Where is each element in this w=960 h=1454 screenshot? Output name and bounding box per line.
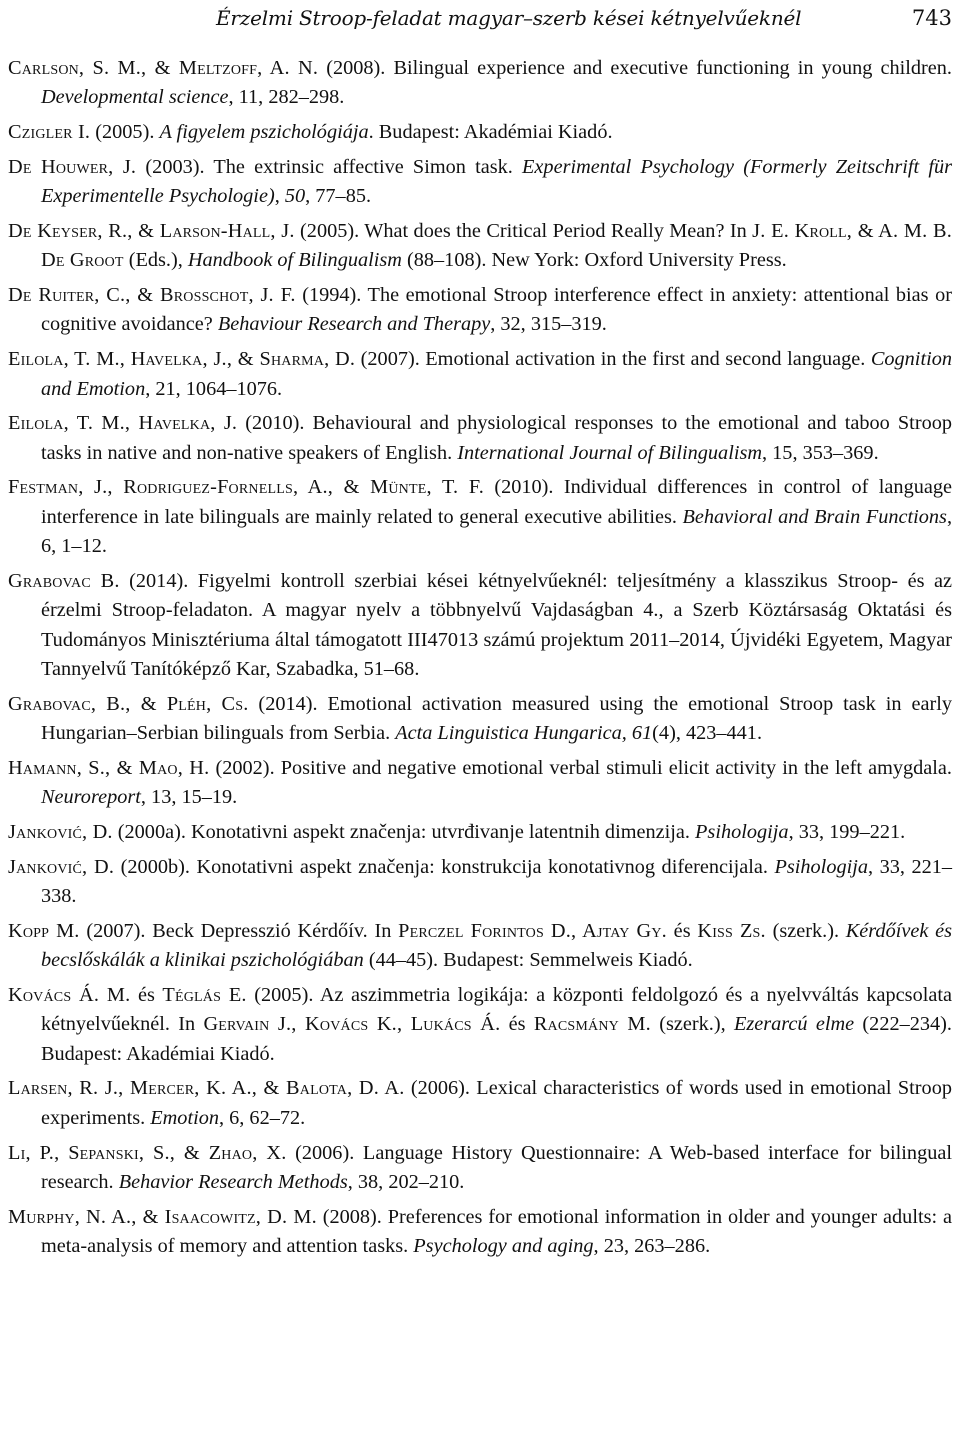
ref-text: , 21, 1064–1076.: [145, 377, 283, 400]
ref-editors: Perczel Forintos D., Ajtay Gy.: [398, 919, 667, 942]
reference-entry: [8, 690, 952, 749]
ref-authors: Janković, D.: [8, 821, 113, 844]
reference-entry: [8, 1074, 952, 1133]
ref-text: és: [500, 1013, 534, 1036]
ref-source: Psihologija: [695, 821, 789, 844]
reference-entry: [8, 473, 952, 561]
ref-text: (2008). Preferences for emotional information in older and younger adults: a meta-analysis of memory and attention tasks.: [41, 1205, 952, 1258]
reference-entry: [8, 1139, 952, 1198]
ref-text: és: [130, 983, 163, 1006]
ref-source: Developmental science: [41, 86, 229, 109]
ref-text: (2003). The extrinsic affective Simon task.: [136, 155, 523, 178]
ref-text: (2010). Behavioural and physiological responses to the emotional and taboo Stroop tasks in native and non-native speakers of English.: [41, 412, 952, 464]
ref-text: (2005). Az aszimmetria logikája: a központi feldolgozó és a nyelvváltás kapcsolata kétnyelvűeknél. In: [41, 983, 952, 1036]
reference-entry: [8, 567, 952, 685]
ref-text: (2000b). Konotativni aspekt značenja: konstrukcija konotativnog diferencijala.: [114, 855, 775, 878]
reference-entry: [8, 818, 952, 847]
ref-text: , 33, 221–338.: [41, 855, 953, 908]
reference-entry: [8, 217, 952, 276]
ref-authors: Eilola, T. M., Havelka, J., & Sharma, D.: [8, 348, 356, 371]
ref-text: (2005).: [90, 121, 160, 144]
reference-entry: [8, 153, 952, 212]
ref-text: (2000a). Konotativni aspekt značenja: utvrđivanje latentnih dimenzija.: [112, 821, 696, 844]
ref-source: International Journal of Bilingualism: [457, 441, 763, 464]
reference-entry: [8, 853, 952, 912]
ref-text: , 6, 1–12.: [41, 505, 953, 558]
ref-text: (2014). Figyelmi kontroll szerbiai kései kétnyelvűeknél: teljesítmény a klasszikus Stroop- és az érzelmi Stroop-feladaton. A magyar nyelv a többnyelvű Vajdaságban 4., a Szerb Köztársaság Oktatási és Tudományos Minisztériuma által támogatott III47013 számú projektum 2011–2014, Újvidéki Egyetem, Magyar Tannyelvű Tanítóképző Kar, Szabadka, 51–68.: [41, 569, 952, 681]
ref-authors: Kopp M.: [8, 919, 80, 942]
ref-source: Handbook of Bilingualism: [187, 249, 402, 272]
ref-authors: Festman, J., Rodriguez-Fornells, A., & Münte, T. F.: [8, 476, 484, 499]
ref-editors: J. E. Kroll, & A. M. B. De Groot: [41, 219, 952, 272]
ref-text: (2005). What does the Critical Period Really Mean? In: [294, 219, 753, 242]
ref-authors: Janković, D.: [8, 855, 115, 878]
ref-source: Emotion: [150, 1106, 219, 1129]
ref-editors: Kiss Zs.: [697, 919, 766, 942]
ref-text: , 77–85.: [305, 185, 372, 208]
ref-text: (222–234). Budapest: Akadémiai Kiadó.: [41, 1013, 952, 1065]
ref-editors: Racsmány M.: [533, 1013, 651, 1036]
ref-authors: De Keyser, R., & Larson-Hall, J.: [8, 219, 295, 242]
reference-list: [8, 54, 952, 1267]
ref-text: , 11, 282–298.: [228, 86, 345, 109]
ref-text: , 33, 199–221.: [788, 821, 906, 844]
reference-entry: [8, 754, 952, 813]
ref-text: (1994). The emotional Stroop interference effect in anxiety: attentional bias or cognitive avoidance?: [41, 284, 952, 336]
reference-entry: [8, 281, 952, 340]
ref-text: , 32, 315–319.: [490, 313, 607, 336]
ref-source: A figyelem pszichológiája: [159, 121, 369, 144]
ref-source: Cognition and Emotion: [41, 348, 952, 400]
reference-entry: [8, 409, 952, 468]
ref-text: (2008). Bilingual experience and executive functioning in young children.: [318, 57, 952, 79]
ref-text: . Budapest: Akadémiai Kiadó.: [368, 121, 613, 144]
ref-text: (2006). Language History Questionnaire: A Web-based interface for bilingual research.: [41, 1141, 952, 1193]
reference-entry: [8, 118, 952, 147]
ref-authors: De Houwer, J.: [8, 155, 137, 178]
ref-authors: Murphy, N. A., & Isaacowitz, D. M.: [8, 1205, 317, 1228]
ref-source: Psychology and aging: [413, 1235, 594, 1258]
ref-source: Acta Linguistica Hungarica, 61: [395, 722, 653, 745]
ref-text: (2007). Emotional activation in the first and second language.: [355, 348, 871, 371]
ref-source: Behavioral and Brain Functions: [682, 505, 947, 528]
ref-source: Behaviour Research and Therapy: [217, 313, 491, 336]
ref-text: (2006). Lexical characteristics of words used in emotional Stroop experiments.: [41, 1077, 952, 1129]
reference-entry: [8, 345, 952, 404]
ref-text: (2007). Beck Depresszió Kérdőív. In: [79, 919, 399, 942]
reference-entry: [8, 1203, 952, 1262]
ref-authors: Eilola, T. M., Havelka, J.: [8, 412, 238, 435]
ref-authors: Téglás E.: [162, 983, 247, 1006]
ref-text: , 15, 353–369.: [762, 441, 879, 464]
ref-authors: De Ruiter, C., & Brosschot, J. F.: [8, 284, 296, 307]
ref-source: Neuroreport: [41, 786, 141, 809]
ref-source: Psihologija: [774, 855, 869, 878]
ref-authors: Li, P., Sepanski, S., & Zhao, X.: [8, 1141, 287, 1164]
ref-text: és: [666, 919, 698, 942]
running-title: Érzelmi Stroop-feladat magyar–szerb kései kétnyelvűeknél: [216, 6, 802, 30]
ref-editors: Gervain J., Kovács K., Lukács Á.: [203, 1013, 501, 1036]
ref-text: , 23, 263–286.: [593, 1235, 711, 1258]
reference-entry: [8, 54, 952, 113]
reference-entry: [8, 917, 952, 976]
ref-text: (szerk.),: [650, 1013, 734, 1036]
ref-text: (2014). Emotional activation measured using the emotional Stroop task in early Hungarian–Serbian bilinguals from Serbia.: [41, 692, 952, 745]
ref-authors: Grabovac B.: [8, 569, 120, 592]
ref-authors: Carlson, S. M., & Meltzoff, A. N.: [8, 57, 319, 79]
ref-authors: Grabovac, B., & Pléh, Cs.: [8, 692, 249, 715]
ref-authors: Kovács Á. M.: [8, 983, 131, 1006]
reference-entry: [8, 981, 952, 1069]
ref-text: (2010). Individual differences in control of language interference in late bilinguals are mainly related to general executive abilities.: [41, 476, 952, 528]
ref-text: (Eds.),: [123, 249, 188, 272]
ref-authors: Larsen, R. J., Mercer, K. A., & Balota, D. A.: [8, 1077, 405, 1100]
ref-text: ,: [274, 185, 285, 208]
ref-volume: 50: [284, 185, 306, 208]
ref-text: (4), 423–441.: [652, 722, 763, 745]
ref-authors: Czigler I.: [8, 121, 91, 144]
ref-text: , 13, 15–19.: [140, 786, 238, 809]
ref-authors: Hamann, S., & Mao, H.: [8, 756, 210, 779]
ref-text: (szerk.).: [765, 919, 846, 942]
ref-text: (88–108). New York: Oxford University Press.: [401, 249, 787, 272]
ref-source: Ezerarcú elme: [733, 1013, 855, 1036]
ref-source: Kérdőívek és becslőskálák a klinikai pszichológiában: [41, 919, 952, 972]
running-header: [0, 6, 952, 36]
ref-text: , 6, 62–72.: [219, 1106, 306, 1129]
ref-source: Experimental Psychology (Formerly Zeitschrift für Experimentelle Psychologie): [41, 155, 952, 208]
page-number: 743: [911, 6, 952, 30]
ref-text: , 38, 202–210.: [347, 1170, 465, 1193]
ref-text: (2002). Positive and negative emotional verbal stimuli elicit activity in the left amygdala.: [209, 756, 953, 779]
ref-source: Behavior Research Methods: [118, 1170, 348, 1193]
ref-text: (44–45). Budapest: Semmelweis Kiadó.: [363, 949, 693, 972]
